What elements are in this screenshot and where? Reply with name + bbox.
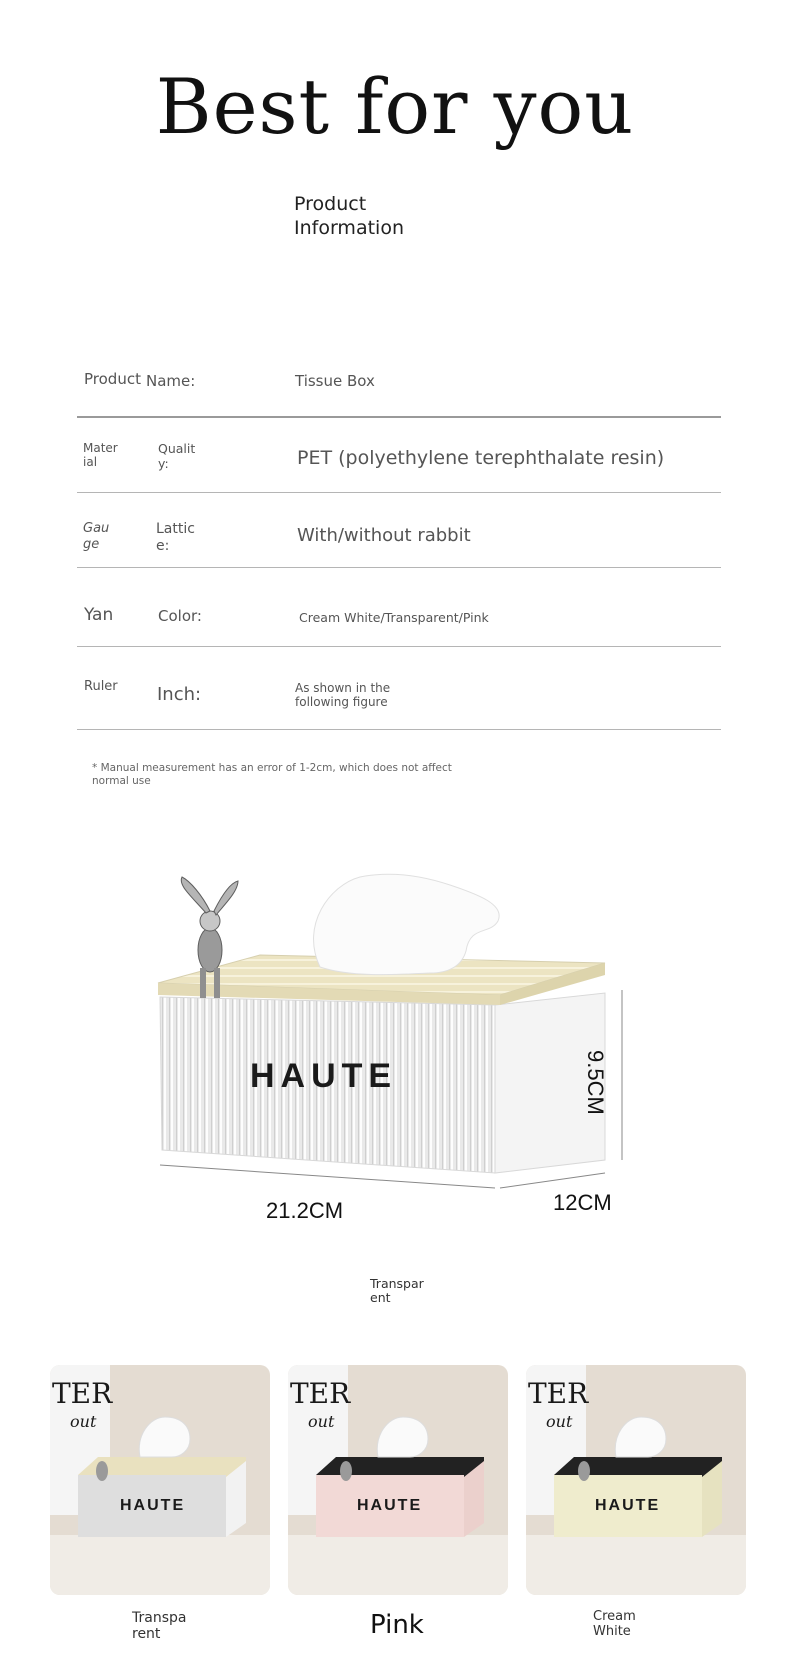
row-value-dimensions: As shown in the following figure (295, 681, 391, 709)
variant-caption-transparent: Transparent (132, 1610, 187, 1642)
width-dimension: 21.2CM (266, 1198, 344, 1223)
table-divider (77, 567, 721, 568)
table-divider (77, 646, 721, 647)
variant-brand-label: HAUTE (595, 1497, 661, 1514)
row-label-inch: Inch: (157, 684, 202, 705)
product-image (150, 855, 670, 1215)
tissue-box (158, 874, 605, 1173)
svg-text:TER: TER (52, 1377, 113, 1410)
svg-text:out: out (546, 1412, 573, 1431)
row-label-ruler: Ruler (84, 679, 118, 694)
svg-text:TER: TER (290, 1377, 351, 1410)
product-caption: Transparent (370, 1276, 424, 1305)
variant-thumb-transparent (50, 1365, 270, 1595)
row-label-color: Color: (158, 607, 202, 625)
row-label-material: Material (83, 441, 118, 469)
variant-caption-cream-white: Cream White (593, 1609, 636, 1639)
box-brand-label: HAUTE (250, 1057, 398, 1095)
row-label-product: Product (84, 370, 141, 388)
row-label-lattice: Lattice: (156, 521, 195, 554)
svg-text:out: out (308, 1412, 335, 1431)
variant-brand-label: HAUTE (357, 1497, 423, 1514)
row-value-material: PET (polyethylene terephthalate resin) (297, 447, 665, 469)
row-value-product-name: Tissue Box (295, 372, 375, 390)
depth-dimension: 12CM (553, 1190, 612, 1215)
variant-thumb-pink (288, 1365, 508, 1595)
row-label-name: Name: (146, 372, 196, 390)
row-label-gauge: Gauge (83, 521, 110, 552)
row-value-color: Cream White/Transparent/Pink (299, 610, 489, 625)
page-title: Best for you (155, 62, 635, 151)
section-subtitle: Product Information (294, 193, 404, 239)
variant-brand-label: HAUTE (120, 1497, 186, 1514)
variant-thumb-cream-white (526, 1365, 746, 1595)
measurement-note: * Manual measurement has an error of 1-2cm, which does not affect normal use (92, 762, 452, 787)
svg-text:TER: TER (528, 1377, 589, 1410)
svg-text:out: out (70, 1412, 97, 1431)
table-divider (77, 492, 721, 493)
height-dimension: 9.5CM (583, 1050, 608, 1115)
table-divider (77, 729, 721, 730)
row-label-quality: Quality: (158, 441, 196, 471)
table-divider (77, 416, 721, 418)
variant-caption-pink: Pink (370, 1610, 424, 1640)
row-label-yan: Yan (84, 605, 114, 625)
row-value-lattice: With/without rabbit (297, 525, 471, 546)
